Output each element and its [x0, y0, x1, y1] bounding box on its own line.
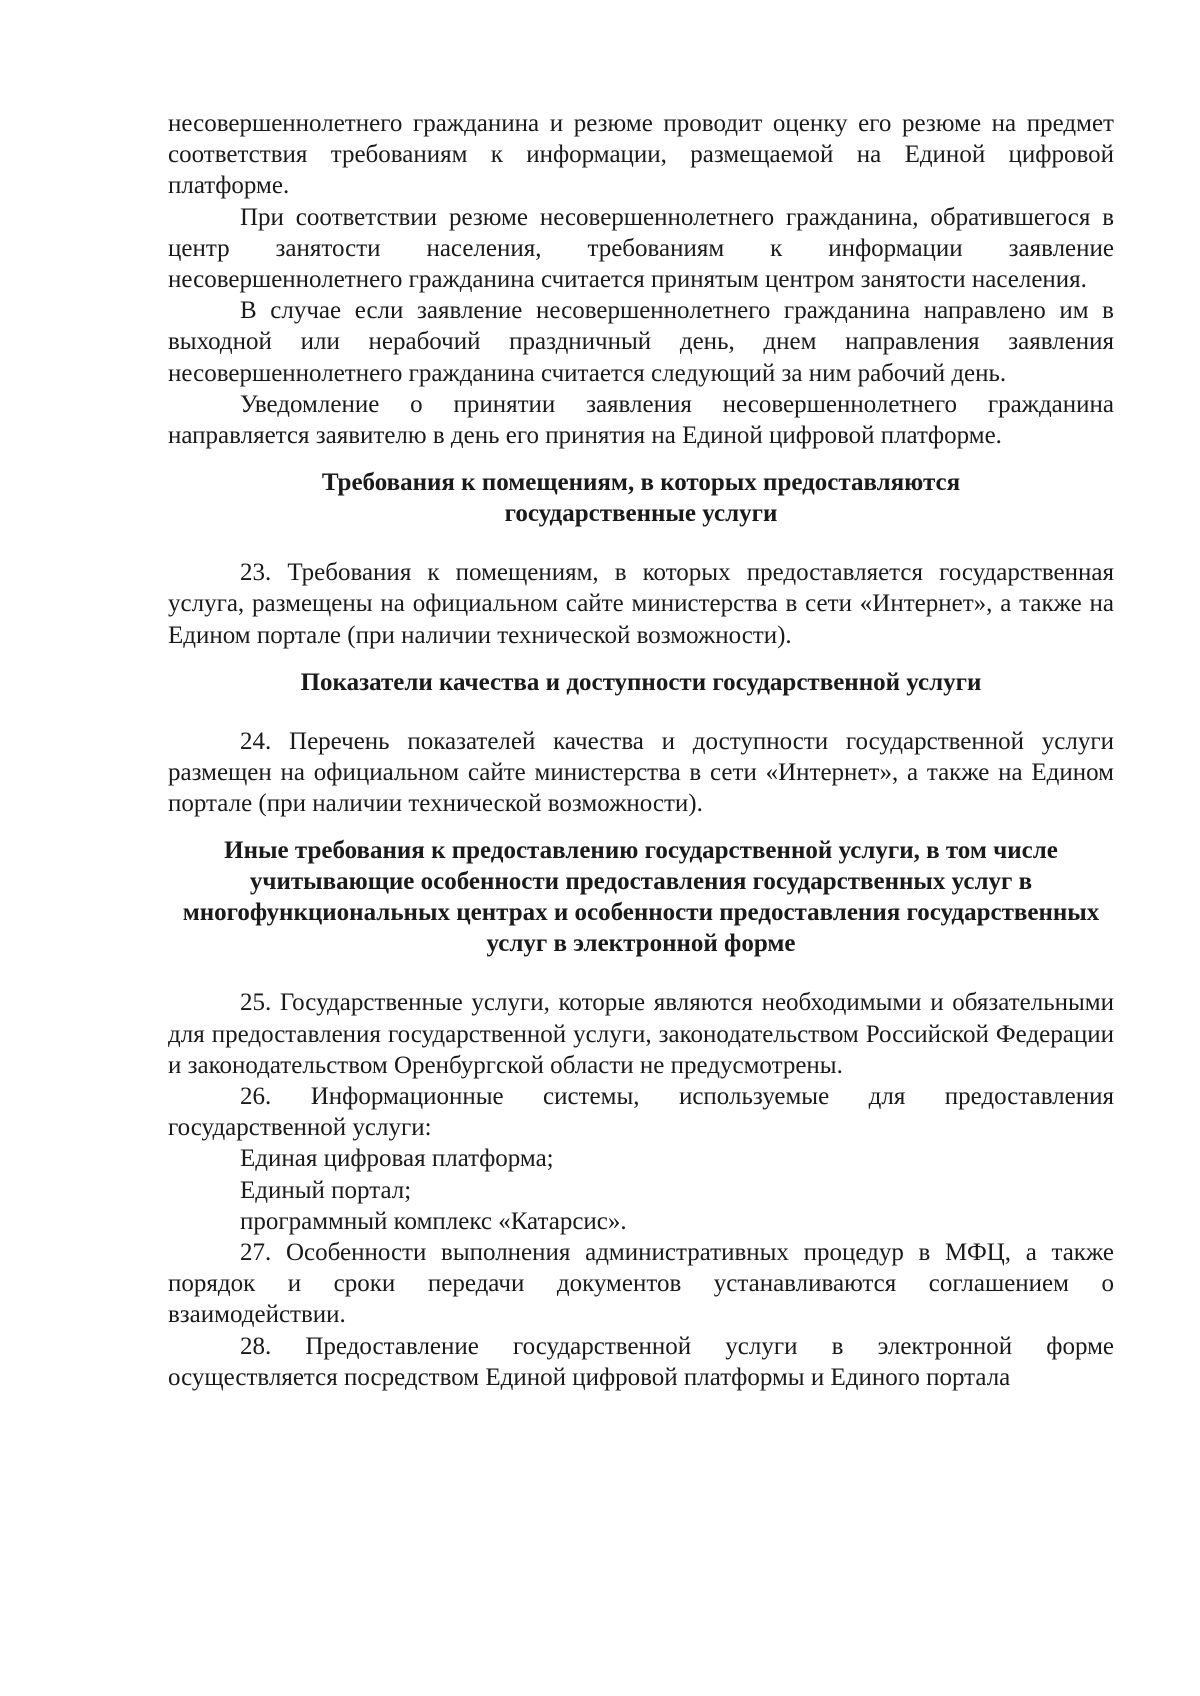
item-25: 25. Государственные услуги, которые являются необходимыми и обязательными для предоставления государственной услуги, законодательством Российской Федерации и законодательством Оренбургской области не предусмотрены.	[168, 989, 1114, 1079]
paragraph-acceptance-notice: Уведомление о принятии заявления несовершеннолетнего гражданина направляется заявителю в день его принятия на Единой цифровой платформе.	[168, 390, 1114, 450]
document-page	[168, 108, 1114, 1393]
list-item-unified-portal: Единый портал;	[240, 1176, 412, 1204]
item-27: 27. Особенности выполнения административных процедур в МФЦ, а также порядок и сроки передачи документов устанавливаются соглашением о взаимодействии.	[168, 1239, 1114, 1329]
list-item-digital-platform: Единая цифровая платформа;	[240, 1145, 554, 1173]
paragraph-holiday-submission: В случае если заявление несовершеннолетнего гражданина направлено им в выходной или нерабочий праздничный день, днем направления заявления несовершеннолетнего гражданина считается следующий за ним рабочий день.	[168, 297, 1114, 387]
list-item-katarsis: программный комплекс «Катарсис».	[240, 1207, 627, 1235]
paragraph-resume-compliance: При соответствии резюме несовершеннолетнего гражданина, обратившегося в центр занятости населения, требованиям к информации заявление несовершеннолетнего гражданина считается принятым центром занятости населения.	[168, 203, 1114, 294]
section-heading-premises: Требования к помещениям, в которых предоставляются государственные услуги	[321, 469, 961, 528]
paragraph-resume-evaluation: несовершеннолетнего гражданина и резюме проводит оценку его резюме на предмет соответствия требованиям к информации, размещаемой на Единой цифровой платформе.	[168, 110, 1114, 200]
item-24: 24. Перечень показателей качества и доступности государственной услуги размещен на официальном сайте министерства в сети «Интернет», а также на Едином портале (при наличии технической возможности).	[168, 727, 1114, 818]
section-heading-other-requirements: Иные требования к предоставлению государственной услуги, в том числе учитывающие особенности предоставления государственных услуг в многофункциональных центрах и особенности предоставления государственных услуг в электронной форме	[182, 837, 1100, 958]
section-heading-quality: Показатели качества и доступности государственной услуги	[300, 668, 982, 696]
item-23: 23. Требования к помещениям, в которых предоставляется государственная услуга, размещены на официальном сайте министерства в сети «Интернет», а также на Едином портале (при наличии технической возможности).	[168, 559, 1114, 649]
item-26: 26. Информационные системы, используемые для предоставления государственной услуги:	[168, 1083, 1114, 1142]
item-28: 28. Предоставление государственной услуги в электронной форме осуществляется посредством Единой цифровой платформы и Единого портала	[168, 1332, 1114, 1391]
